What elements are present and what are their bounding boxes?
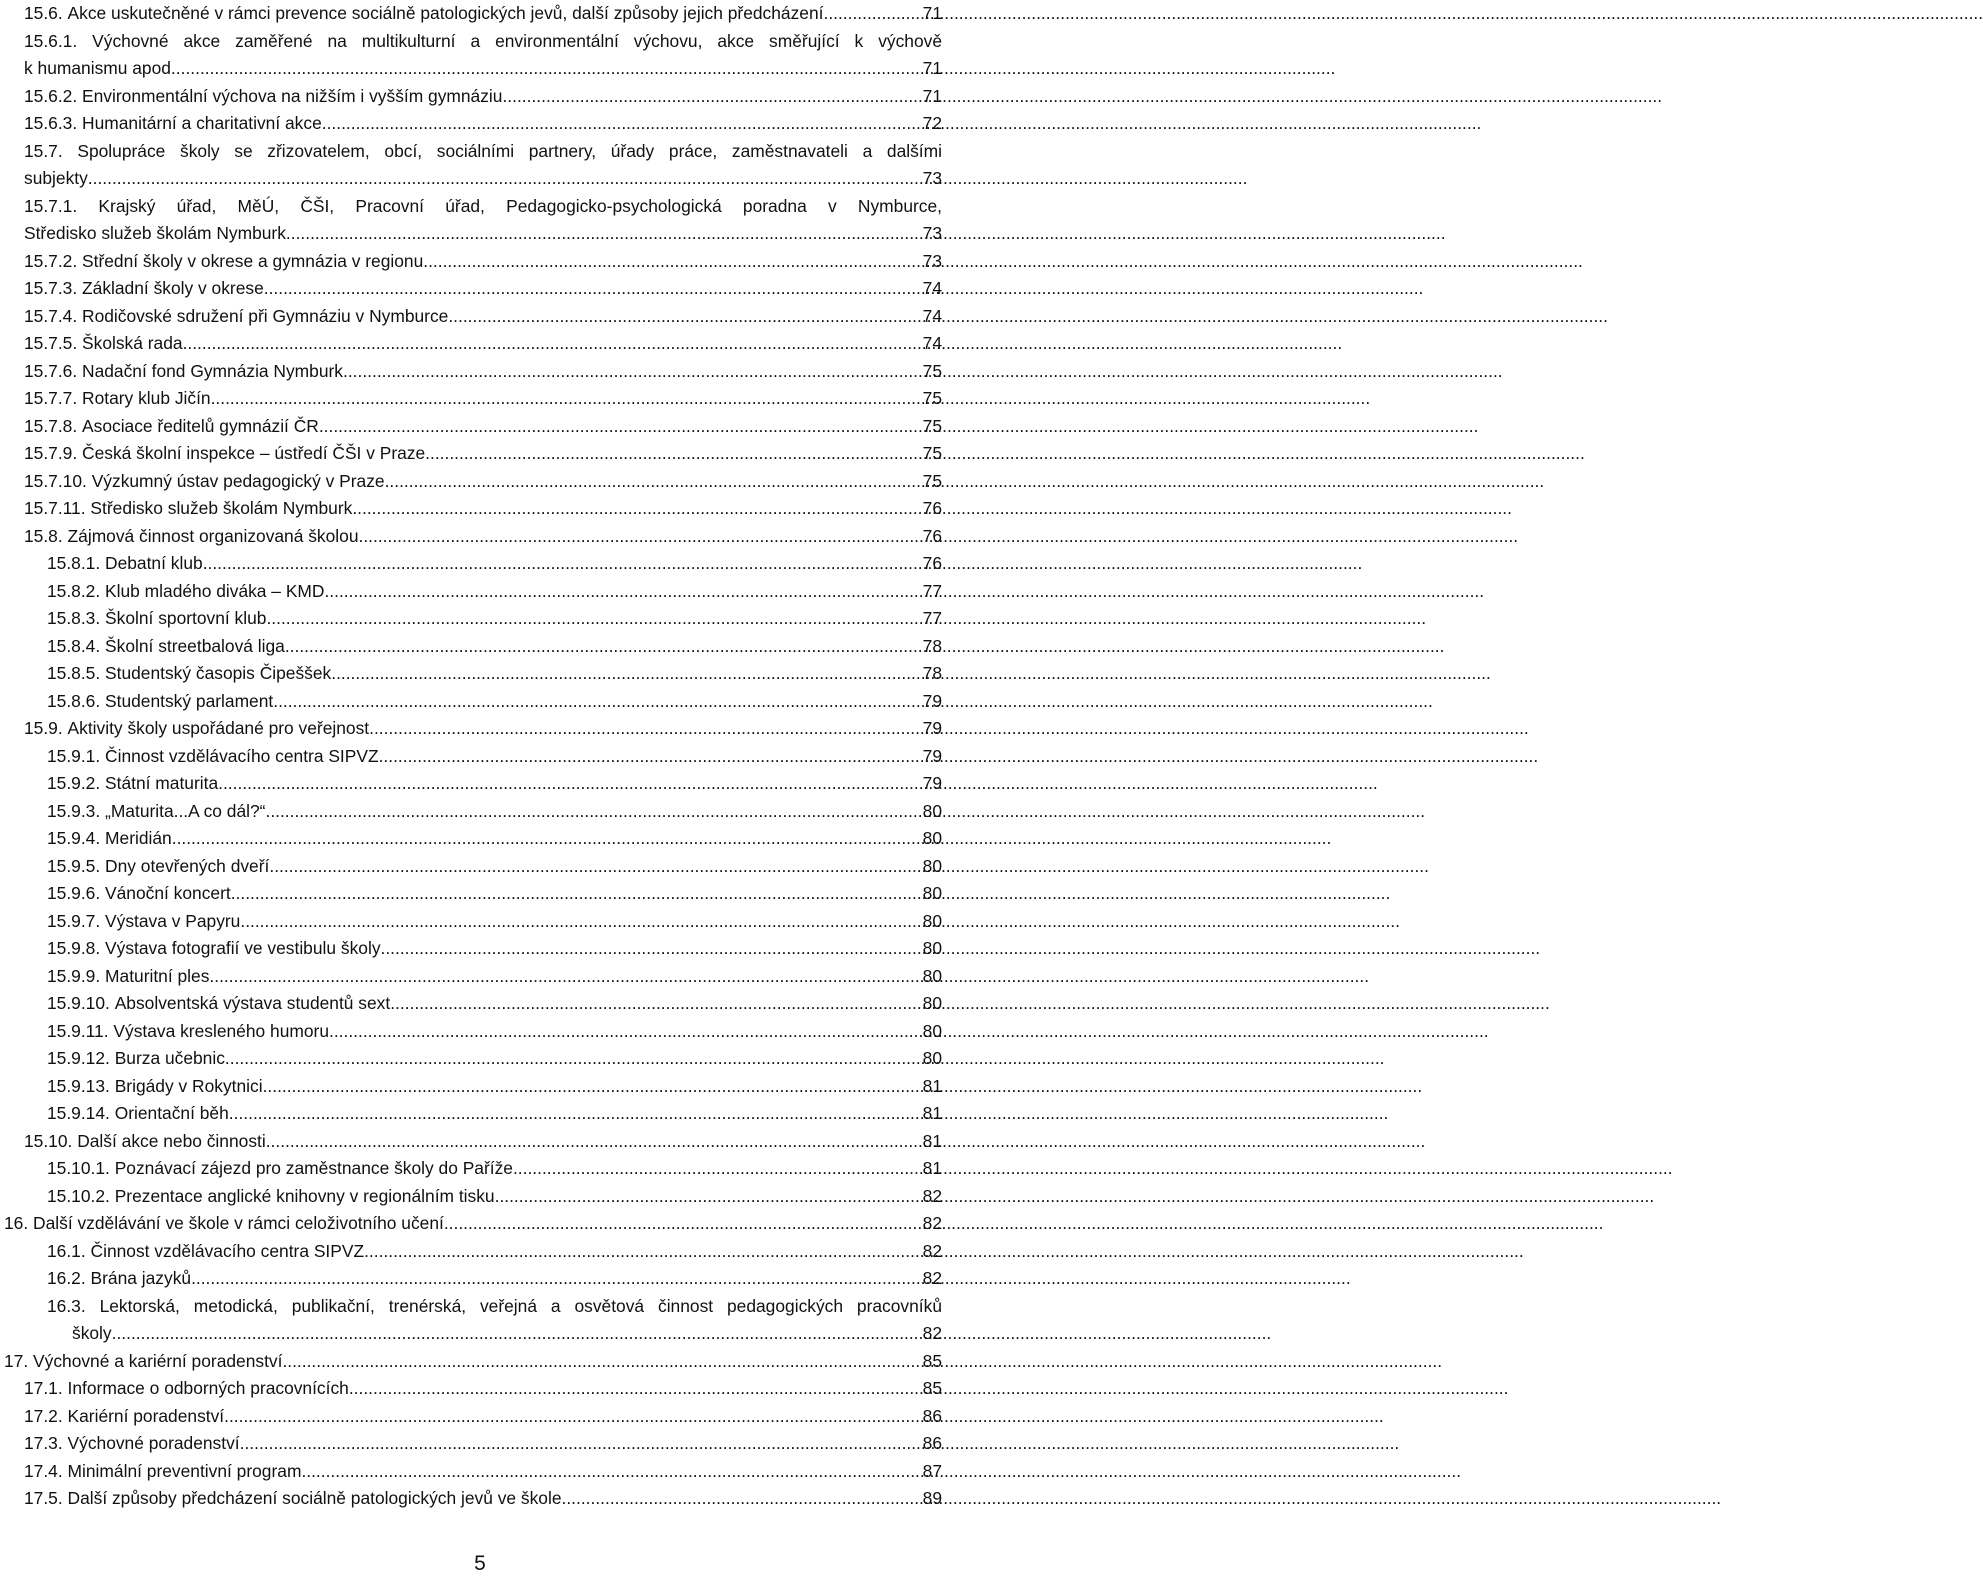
toc-entry[interactable] xyxy=(47,1045,942,1073)
toc-entry-page: 74 xyxy=(922,305,942,326)
toc-entry[interactable] xyxy=(24,83,942,111)
dot-leader xyxy=(286,220,921,248)
toc-entry-number: 15.9.12. xyxy=(47,1048,110,1068)
toc-entry-number: 15.9.11. xyxy=(47,1020,109,1041)
dot-leader xyxy=(209,963,920,991)
toc-entry-page: 81 xyxy=(922,1103,942,1123)
toc-entry[interactable] xyxy=(47,880,942,908)
dot-leader xyxy=(191,1265,921,1293)
toc-entry[interactable] xyxy=(47,1265,942,1293)
toc-entry[interactable] xyxy=(24,248,942,276)
toc-entry[interactable] xyxy=(24,468,942,496)
toc-entry-title: Výzkumný ústav pedagogický v Praze xyxy=(91,470,385,491)
toc-entry[interactable] xyxy=(47,550,942,578)
toc-entry-page: 80 xyxy=(922,910,942,931)
toc-entry-title: Environmentální výchova na nižším i vyšším gymnáziu xyxy=(82,85,503,106)
toc-entry-number: 16. xyxy=(4,1213,29,1233)
toc-entry[interactable] xyxy=(24,413,942,441)
dot-leader xyxy=(265,798,920,826)
toc-entry-page: 85 xyxy=(922,1378,942,1398)
toc-entry-number: 15.9.7. xyxy=(47,910,101,931)
toc-entry-continuation[interactable] xyxy=(72,1320,942,1348)
toc-entry-number: 15.7.7. xyxy=(24,388,78,408)
toc-entry-number: 15.8.3. xyxy=(47,608,101,628)
toc-entry-title: Školská rada xyxy=(82,333,183,353)
toc-entry-number: 15.7.3. xyxy=(24,278,78,298)
toc-entry-title: Další akce nebo činnosti xyxy=(77,1130,266,1151)
toc-entry[interactable] xyxy=(24,110,942,138)
toc-entry-number: 15.6.3. xyxy=(24,113,78,133)
toc-entry[interactable] xyxy=(24,358,942,386)
toc-entry-page: 75 xyxy=(922,470,942,491)
toc-entry-number: 15.6.2. xyxy=(24,85,78,106)
toc-entry-page: 78 xyxy=(922,663,942,683)
toc-entry-page: 76 xyxy=(922,525,942,546)
toc-entry-title: Výchovné akce zaměřené na multikulturní a environmentální výchovu, akce směřující k výchově xyxy=(92,30,942,51)
toc-entry-continuation[interactable] xyxy=(24,165,942,193)
toc-entry-title: Brána jazyků xyxy=(90,1268,192,1288)
dot-leader xyxy=(423,248,920,276)
toc-entry-number: 17.4. xyxy=(24,1460,63,1481)
toc-entry-title: Debatní klub xyxy=(105,553,203,573)
toc-entry-title: Akce uskutečněné v rámci prevence sociálně patologických jevů, další způsoby jejich předcházení xyxy=(67,3,824,23)
toc-entry-title-cont: subjekty xyxy=(24,168,88,188)
toc-entry-title: Aktivity školy uspořádané pro veřejnost xyxy=(67,718,370,738)
toc-entry-page: 80 xyxy=(922,883,942,903)
dot-leader xyxy=(282,1348,920,1376)
dot-leader xyxy=(285,633,921,661)
toc-entry[interactable] xyxy=(47,660,942,688)
dot-leader xyxy=(176,55,921,83)
toc-entry[interactable] xyxy=(47,743,942,771)
toc-entry-number: 15.8.5. xyxy=(47,663,101,683)
toc-entry-title: Další vzdělávání ve škole v rámci celoživotního učení xyxy=(33,1213,444,1233)
dot-leader xyxy=(823,0,920,28)
toc-entry-number: 15.9.14. xyxy=(47,1103,110,1123)
dot-leader xyxy=(225,1045,921,1073)
toc-entry-title-cont: školy xyxy=(72,1323,112,1343)
toc-entry-page: 73 xyxy=(922,223,942,243)
toc-entry-page: 74 xyxy=(922,278,942,298)
toc-entry-title: Výstava v Papyru xyxy=(105,910,241,931)
dot-leader xyxy=(266,1128,921,1156)
toc-entry-number: 15.8. xyxy=(24,525,63,546)
toc-entry[interactable] xyxy=(4,1210,942,1238)
toc-entry-title: „Maturita...A co dál?“ xyxy=(105,800,266,821)
toc-entry-number: 15.7.4. xyxy=(24,305,78,326)
toc-entry[interactable] xyxy=(24,303,942,331)
toc-entry-page: 86 xyxy=(922,1405,942,1426)
toc-entry-page: 80 xyxy=(922,1048,942,1068)
toc-entry-number: 15.9.6. xyxy=(47,883,101,903)
toc-entry[interactable] xyxy=(47,1238,942,1266)
toc-entry-number: 15.7.11. xyxy=(24,498,86,518)
dot-leader xyxy=(88,165,921,193)
dot-leader xyxy=(343,358,921,386)
dot-leader xyxy=(263,1073,921,1101)
dot-leader xyxy=(425,440,920,468)
toc-entry-number: 15.9.2. xyxy=(47,773,101,793)
toc-entry-number: 15.7. xyxy=(24,140,63,161)
toc-entry-page: 80 xyxy=(922,965,942,986)
toc-entry-title: Meridián xyxy=(105,828,172,848)
toc-entry-title: Lektorská, metodická, publikační, trenérská, veřejná a osvětová činnost pedagogických pracovníků xyxy=(99,1295,942,1316)
toc-entry[interactable] xyxy=(24,1458,942,1486)
toc-entry[interactable] xyxy=(24,1128,942,1156)
toc-entry[interactable] xyxy=(47,963,942,991)
dot-leader xyxy=(301,1458,920,1486)
toc-entry[interactable] xyxy=(24,0,942,28)
toc-entry-number: 17.1. xyxy=(24,1378,63,1398)
dot-leader xyxy=(562,1485,921,1513)
toc-entry-page: 82 xyxy=(922,1323,942,1343)
dot-leader xyxy=(390,990,920,1018)
toc-entry-page: 79 xyxy=(922,745,942,766)
toc-entry-title: Zájmová činnost organizovaná školou xyxy=(67,525,359,546)
toc-entry-title: Spolupráce školy se zřizovatelem, obcí, sociálními partnery, úřady práce, zaměstnavateli a dalšími xyxy=(77,140,942,161)
toc-entry[interactable] xyxy=(47,1183,942,1211)
toc-entry-first-line[interactable] xyxy=(24,193,942,221)
toc-entry-number: 15.7.10. xyxy=(24,470,87,491)
toc-entry-title: Orientační běh xyxy=(114,1103,229,1123)
toc-entry-continuation[interactable] xyxy=(24,55,942,83)
dot-leader xyxy=(448,303,920,331)
toc-entry-title: Rotary klub Jičín xyxy=(82,388,211,408)
toc-entry[interactable] xyxy=(47,578,942,606)
toc-entry-number: 15.8.2. xyxy=(47,580,101,601)
dot-leader xyxy=(369,715,921,743)
toc-entry-number: 15.7.6. xyxy=(24,360,78,381)
toc-entry-title: Informace o odborných pracovnících xyxy=(67,1378,349,1398)
toc-entry[interactable] xyxy=(47,1018,942,1046)
toc-entry-page: 75 xyxy=(922,360,942,381)
toc-entry-title: Asociace ředitelů gymnázií ČR xyxy=(82,415,319,436)
toc-entry-page: 71 xyxy=(922,58,942,78)
toc-entry-title: Absolventská výstava studentů sext xyxy=(114,993,391,1013)
toc-entry[interactable] xyxy=(24,1403,942,1431)
toc-entry-page: 80 xyxy=(922,800,942,821)
toc-entry-title: Dny otevřených dveří xyxy=(105,855,270,876)
toc-entry[interactable] xyxy=(24,330,942,358)
toc-entry-number: 15.9.13. xyxy=(47,1075,110,1096)
toc-entry-page: 87 xyxy=(922,1460,942,1481)
toc-entry[interactable] xyxy=(47,825,942,853)
toc-entry-title: Středisko služeb školám Nymburk xyxy=(90,498,353,518)
toc-entry-page: 80 xyxy=(922,1020,942,1041)
toc-entry-page: 81 xyxy=(922,1158,942,1178)
toc-entry-number: 17. xyxy=(4,1350,29,1371)
toc-entry-title: Výchovné a kariérní poradenství xyxy=(33,1350,283,1371)
toc-entry-title: Klub mladého diváka – KMD xyxy=(105,580,325,601)
toc-entry-number: 15.6. xyxy=(24,3,63,23)
toc-entry-title: Burza učebnic xyxy=(114,1048,225,1068)
toc-entry-number: 15.9.3. xyxy=(47,800,101,821)
toc-entry-page: 82 xyxy=(922,1268,942,1288)
dot-leader xyxy=(269,853,920,881)
toc-entry-number: 15.9.5. xyxy=(47,855,101,876)
toc-entry-number: 17.2. xyxy=(24,1405,63,1426)
toc-entry-number: 16.1. xyxy=(47,1240,86,1261)
toc-entry-number: 15.7.9. xyxy=(24,443,78,463)
toc-entry-page: 79 xyxy=(922,773,942,793)
toc-entry-number: 15.9.4. xyxy=(47,828,101,848)
dot-leader xyxy=(273,688,920,716)
toc-entry-page: 71 xyxy=(922,85,942,106)
dot-leader xyxy=(183,330,921,358)
toc-entry-title: Výstava kresleného humoru xyxy=(113,1020,329,1041)
toc-entry-page: 78 xyxy=(922,635,942,656)
toc-entry-page: 77 xyxy=(922,608,942,628)
toc-entry-title: Kariérní poradenství xyxy=(67,1405,225,1426)
toc-entry-page: 80 xyxy=(922,828,942,848)
toc-entry-number: 15.9.10. xyxy=(47,993,110,1013)
dot-leader xyxy=(381,935,921,963)
toc-entry[interactable] xyxy=(24,385,942,413)
dot-leader xyxy=(240,908,920,936)
toc-entry-page: 73 xyxy=(922,250,942,271)
toc-entry-page: 82 xyxy=(922,1185,942,1206)
toc-entry-title: Výchovné poradenství xyxy=(67,1433,240,1453)
toc-entry-number: 15.8.6. xyxy=(47,690,101,711)
toc-entry-number: 15.7.8. xyxy=(24,415,78,436)
dot-leader xyxy=(224,1403,921,1431)
dot-leader xyxy=(349,1375,921,1403)
toc-entry-title: Minimální preventivní program xyxy=(67,1460,302,1481)
toc-entry-page: 76 xyxy=(922,553,942,573)
toc-entry[interactable] xyxy=(47,935,942,963)
toc-entry-number: 15.10.2. xyxy=(47,1185,110,1206)
toc-entry-number: 17.3. xyxy=(24,1433,63,1453)
dot-leader xyxy=(319,413,921,441)
page-number: 5 xyxy=(474,1552,486,1575)
toc-entry-page: 81 xyxy=(922,1130,942,1151)
toc-entry-number: 16.2. xyxy=(47,1268,86,1288)
toc-entry-number: 15.7.1. xyxy=(24,195,78,216)
toc-entry-page: 75 xyxy=(922,388,942,408)
toc-entry-number: 15.9. xyxy=(24,718,63,738)
dot-leader xyxy=(240,1430,921,1458)
toc-entry-first-line[interactable] xyxy=(24,28,942,56)
dot-leader xyxy=(266,605,920,633)
toc-entry-page: 80 xyxy=(922,855,942,876)
toc-entry[interactable] xyxy=(47,1073,942,1101)
toc-entry[interactable] xyxy=(24,1375,942,1403)
toc-entry-title: Rodičovské sdružení při Gymnáziu v Nymburce xyxy=(82,305,449,326)
toc-entry-page: 71 xyxy=(922,3,942,23)
dot-leader xyxy=(211,385,921,413)
toc-entry-title-cont: k humanismu apod. xyxy=(24,58,176,78)
toc-entry-title: Další způsoby předcházení sociálně patologických jevů ve škole xyxy=(67,1488,562,1508)
toc-entry-number: 15.7.2. xyxy=(24,250,78,271)
toc-entry[interactable] xyxy=(24,1485,942,1513)
toc-entry-page: 79 xyxy=(922,690,942,711)
toc-entry-title: Česká školní inspekce – ústředí ČŠI v Praze xyxy=(82,443,426,463)
dot-leader xyxy=(502,83,920,111)
toc-entry-page: 75 xyxy=(922,443,942,463)
toc-entry-number: 15.7.5. xyxy=(24,333,78,353)
dot-leader xyxy=(229,1100,921,1128)
toc-entry[interactable] xyxy=(24,275,942,303)
dot-leader xyxy=(385,468,921,496)
toc-entry-page: 74 xyxy=(922,333,942,353)
toc-entry[interactable] xyxy=(47,853,942,881)
toc-entry-page: 76 xyxy=(922,498,942,518)
dot-leader xyxy=(513,1155,921,1183)
toc-entry-page: 89 xyxy=(922,1488,942,1508)
toc-entry-page: 72 xyxy=(922,113,942,133)
toc-entry-title: Studentský časopis Čipeššek xyxy=(105,663,332,683)
dot-leader xyxy=(172,825,921,853)
dot-leader xyxy=(324,578,920,606)
toc-entry-number: 15.9.1. xyxy=(47,745,101,766)
toc-entry-page: 73 xyxy=(922,168,942,188)
toc-entry[interactable] xyxy=(4,1348,942,1376)
toc-entry[interactable] xyxy=(24,715,942,743)
toc-entry-title: Krajský úřad, MěÚ, ČŠI, Pracovní úřad, Pedagogicko-psychologická poradna v Nymburce, xyxy=(98,195,942,216)
toc-entry-page: 75 xyxy=(922,415,942,436)
toc-entry-title: Státní maturita xyxy=(105,773,219,793)
toc-entry-page: 85 xyxy=(922,1350,942,1371)
toc-entry[interactable] xyxy=(24,523,942,551)
toc-entry-number: 15.6.1. xyxy=(24,30,78,51)
toc-entry-title: Nadační fond Gymnázia Nymburk xyxy=(82,360,344,381)
toc-entry-page: 82 xyxy=(922,1240,942,1261)
dot-leader xyxy=(264,275,921,303)
toc-entry-page: 79 xyxy=(922,718,942,738)
toc-entry-number: 15.10. xyxy=(24,1130,73,1151)
toc-entry-number: 17.5. xyxy=(24,1488,63,1508)
toc-entry[interactable] xyxy=(47,605,942,633)
toc-entry-number: 15.8.1. xyxy=(47,553,101,573)
dot-leader xyxy=(331,660,920,688)
dot-leader xyxy=(112,1320,921,1348)
toc-entry-title: Prezentace anglické knihovny v regionálním tisku xyxy=(114,1185,495,1206)
dot-leader xyxy=(322,110,921,138)
toc-entry-first-line[interactable] xyxy=(24,138,942,166)
toc-entry-title: Studentský parlament xyxy=(105,690,274,711)
toc-entry-title: Činnost vzdělávacího centra SIPVZ xyxy=(105,745,379,766)
dot-leader xyxy=(231,880,921,908)
toc-entry[interactable] xyxy=(47,770,942,798)
toc-entry[interactable] xyxy=(24,1430,942,1458)
toc-entry[interactable] xyxy=(47,1100,942,1128)
toc-entry-title: Střední školy v okrese a gymnázia v regionu xyxy=(82,250,424,271)
toc-entry-page: 82 xyxy=(922,1213,942,1233)
toc-entry-page: 81 xyxy=(922,1075,942,1096)
toc-entry-title: Výstava fotografií ve vestibulu školy xyxy=(105,938,381,958)
toc-entry-number: 15.10.1. xyxy=(47,1158,110,1178)
toc-entry-title: Maturitní ples xyxy=(105,965,210,986)
dot-leader xyxy=(379,743,921,771)
toc-entry[interactable] xyxy=(47,633,942,661)
dot-leader xyxy=(495,1183,921,1211)
toc-entry-title: Brigády v Rokytnici xyxy=(114,1075,263,1096)
toc-entry[interactable] xyxy=(47,798,942,826)
toc-entry[interactable] xyxy=(24,440,942,468)
toc-entry-title: Humanitární a charitativní akce xyxy=(82,113,322,133)
toc-entry-page: 80 xyxy=(922,938,942,958)
toc-entry-number: 16.3. xyxy=(47,1295,86,1316)
toc-entry-number: 15.8.4. xyxy=(47,635,101,656)
toc-entry[interactable] xyxy=(47,990,942,1018)
toc-entry-number: 15.9.9. xyxy=(47,965,101,986)
dot-leader xyxy=(203,550,921,578)
dot-leader xyxy=(218,770,921,798)
toc-entry-page: 86 xyxy=(922,1433,942,1453)
toc-entry-title: Školní streetbalová liga xyxy=(105,635,285,656)
toc-entry-title: Činnost vzdělávacího centra SIPVZ xyxy=(90,1240,365,1261)
toc-entry[interactable] xyxy=(47,908,942,936)
toc-entry-title: Vánoční koncert xyxy=(105,883,231,903)
dot-leader xyxy=(329,1018,921,1046)
toc-entry-title: Školní sportovní klub xyxy=(105,608,267,628)
toc-entry[interactable] xyxy=(24,495,942,523)
toc-entry-first-line[interactable] xyxy=(47,1293,942,1321)
toc-entry-continuation[interactable] xyxy=(24,220,942,248)
toc-entry-number: 15.9.8. xyxy=(47,938,101,958)
dot-leader xyxy=(364,1238,921,1266)
dot-leader xyxy=(352,495,920,523)
toc-entry[interactable] xyxy=(47,688,942,716)
toc-entry-page: 80 xyxy=(922,993,942,1013)
toc-entry-title: Základní školy v okrese xyxy=(82,278,264,298)
toc-entry[interactable] xyxy=(47,1155,942,1183)
toc-entry-title-cont: Středisko služeb školám Nymburk xyxy=(24,223,286,243)
dot-leader xyxy=(444,1210,921,1238)
toc-entry-title: Poznávací zájezd pro zaměstnance školy do Paříže xyxy=(114,1158,513,1178)
dot-leader xyxy=(359,523,921,551)
toc-entry-page: 77 xyxy=(922,580,942,601)
